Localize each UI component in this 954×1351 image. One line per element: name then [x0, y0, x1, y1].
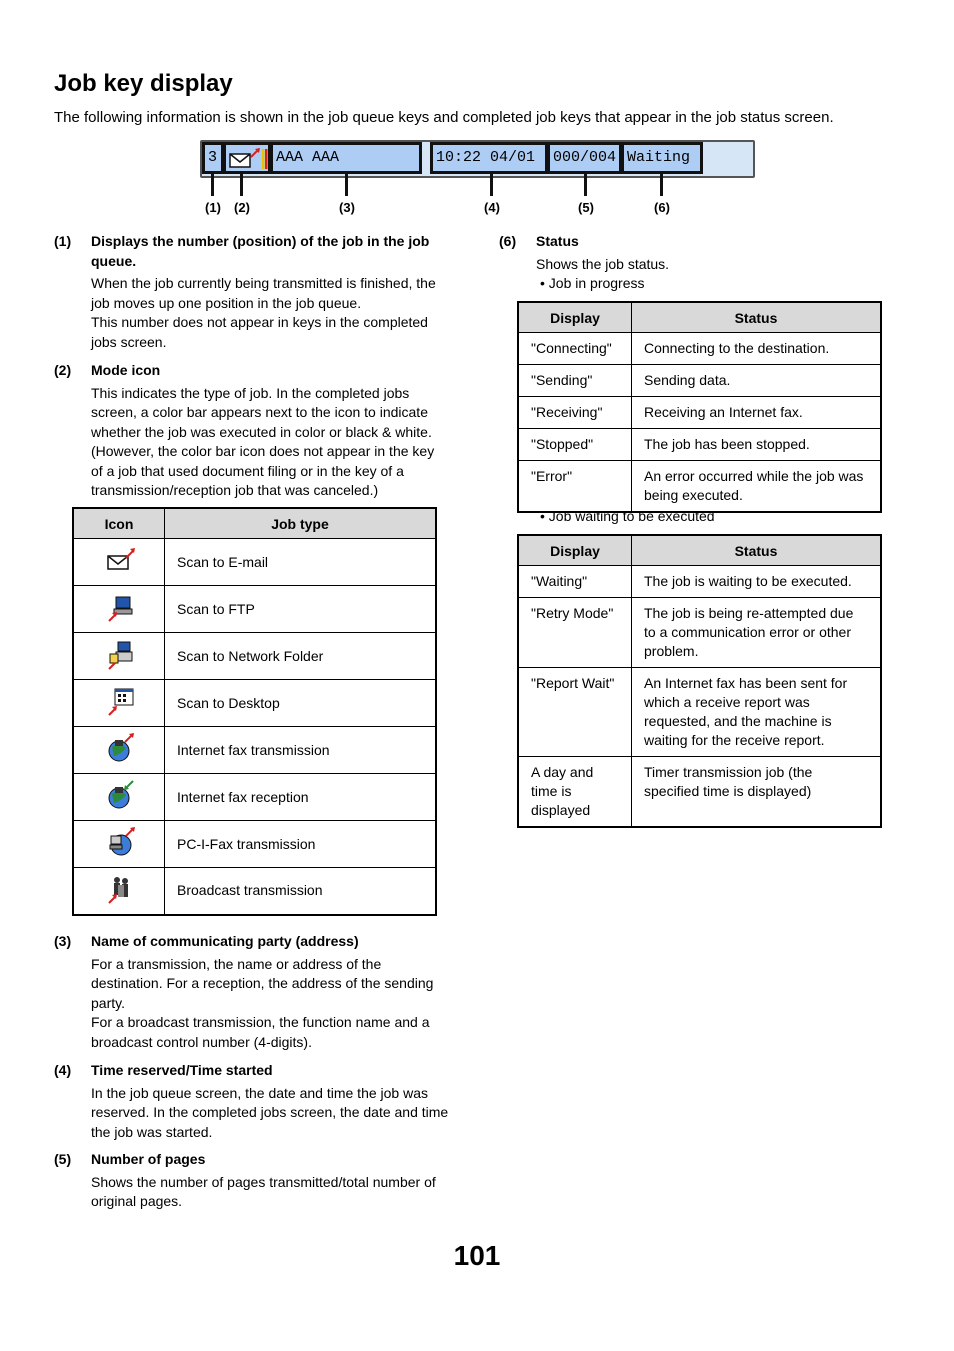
callout-label: (5) [578, 200, 594, 215]
status-cell: The job is being re-attempted due to a communication error or other problem. [632, 598, 882, 668]
table-row [73, 680, 436, 727]
callout-line [584, 174, 587, 196]
network-folder-icon [106, 638, 132, 670]
email-send-icon [229, 148, 269, 174]
section-5 [54, 1150, 449, 1212]
job-position: 3 [202, 142, 224, 174]
status-cell: An Internet fax has been sent for which a receive report was requested, and the machine is waiting for the receive report. [632, 668, 882, 757]
section-2 [54, 361, 449, 501]
mode-icon-cell [223, 142, 271, 174]
callout-label: (6) [654, 200, 670, 215]
section-title: Name of communicating party (address) [91, 933, 359, 949]
column-header: Display [518, 535, 632, 566]
table-row [518, 461, 881, 513]
table-row [518, 365, 881, 397]
section-number: (3) [54, 933, 72, 949]
desktop-icon [106, 685, 132, 717]
column-header: Icon [73, 508, 165, 539]
section-number: (6) [499, 233, 517, 249]
section-text: For a transmission, the name or address of the destination. For a reception, the address of the sending party. [91, 955, 434, 1011]
status-cell: Sending data. [632, 365, 882, 397]
table-row [73, 868, 436, 915]
callout-line [660, 174, 663, 196]
icon-table [72, 507, 437, 916]
table-row [73, 821, 436, 868]
display-cell: "Sending" [518, 365, 632, 397]
section-number: (2) [54, 362, 72, 378]
email-send-icon [106, 544, 132, 576]
section-3 [54, 932, 449, 1052]
section-text: In the job queue screen, the date and time the job was reserved. In the completed jobs screen, the date and time the job was started. [91, 1084, 449, 1140]
table-row [518, 668, 881, 757]
section-number: (5) [54, 1151, 72, 1167]
section-text: This number does not appear in keys in the completed jobs screen. [91, 314, 428, 350]
table-row [73, 539, 436, 586]
display-cell: "Waiting" [518, 566, 632, 598]
page-title: Job key display [54, 70, 233, 97]
status-cell: Receiving an Internet fax. [632, 397, 882, 429]
table-row [518, 598, 881, 668]
status-cell: Timer transmission job (the specified time is displayed) [632, 757, 882, 828]
ftp-icon [106, 591, 132, 623]
display-cell: "Report Wait" [518, 668, 632, 757]
table-row [518, 757, 881, 828]
table-row [73, 727, 436, 774]
callout-line [240, 174, 243, 196]
display-cell: A day and time is displayed [518, 757, 632, 828]
bullet-text: • Job waiting to be executed [540, 508, 715, 524]
pc-i-fax-icon [106, 826, 132, 858]
callout-line [211, 174, 214, 196]
column-header: Display [518, 302, 632, 333]
column-header: Job type [165, 508, 437, 539]
section-text: Shows the job status. [536, 255, 670, 272]
status-cell: Connecting to the destination. [632, 333, 882, 365]
section-title: Time reserved/Time started [91, 1062, 273, 1078]
callout-line [490, 174, 493, 196]
intro-text: The following information is shown in the job queue keys and completed job keys that appear in the job status screen. [54, 109, 834, 126]
section-6 [499, 232, 889, 294]
display-cell: "Retry Mode" [518, 598, 632, 668]
column-header: Status [632, 302, 882, 333]
job-status: Waiting [621, 142, 703, 174]
callout-label: (3) [339, 200, 355, 215]
job-type: Broadcast transmission [165, 868, 437, 915]
job-type: Internet fax reception [165, 774, 437, 821]
status-cell: The job is waiting to be executed. [632, 566, 882, 598]
waiting-table [517, 534, 882, 828]
callout-label: (1) [205, 200, 221, 215]
job-type: Scan to Network Folder [165, 633, 437, 680]
job-type: Scan to Desktop [165, 680, 437, 727]
section-text: Shows the number of pages transmitted/total number of original pages. [91, 1173, 436, 1209]
section-text: This indicates the type of job. In the completed jobs screen, a color bar appears next to the icon to indicate whether the job was executed in color or black & white. (However, the color bar icon does not appear in the key of a job that used document filing or in the key of a transmission/reception job that was canceled.) [91, 384, 435, 498]
table-row [518, 566, 881, 598]
section-number: (4) [54, 1062, 72, 1078]
display-cell: "Receiving" [518, 397, 632, 429]
page-count: 000/004 [547, 142, 622, 174]
section-title: Number of pages [91, 1151, 206, 1167]
status-cell: The job has been stopped. [632, 429, 882, 461]
broadcast-icon [106, 872, 132, 904]
party-name: AAA AAA [270, 142, 422, 174]
section-text: For a broadcast transmission, the function name and a broadcast control number (4-digits). [91, 1014, 430, 1050]
table-row [73, 633, 436, 680]
table-row [518, 429, 881, 461]
table-row [518, 333, 881, 365]
job-type: PC-I-Fax transmission [165, 821, 437, 868]
callout-line [345, 174, 348, 196]
status-cell: An error occurred while the job was being executed. [632, 461, 882, 513]
job-type: Scan to FTP [165, 586, 437, 633]
display-cell: "Error" [518, 461, 632, 513]
section-title: Status [536, 233, 579, 249]
job-type: Scan to E-mail [165, 539, 437, 586]
table-row [73, 586, 436, 633]
page-number: 101 [453, 1240, 501, 1271]
internet-fax-receive-icon [106, 779, 132, 811]
section-1 [54, 232, 449, 352]
section-text: When the job currently being transmitted is finished, the job moves up one position in the job queue. [91, 275, 436, 311]
display-cell: "Stopped" [518, 429, 632, 461]
section-title: Mode icon [91, 362, 161, 378]
table-row [518, 397, 881, 429]
callout-label: (2) [234, 200, 250, 215]
job-key-figure [200, 140, 760, 220]
section-4 [54, 1061, 449, 1142]
internet-fax-send-icon [106, 732, 132, 764]
bullet-text: • Job in progress [540, 275, 645, 291]
section-title: Displays the number (position) of the job in the job queue. [91, 233, 430, 269]
column-header: Status [632, 535, 882, 566]
job-type: Internet fax transmission [165, 727, 437, 774]
table-row [73, 774, 436, 821]
section-number: (1) [54, 233, 72, 249]
time-reserved: 10:22 04/01 [430, 142, 548, 174]
in-progress-table [517, 301, 882, 513]
callout-label: (4) [484, 200, 500, 215]
display-cell: "Connecting" [518, 333, 632, 365]
